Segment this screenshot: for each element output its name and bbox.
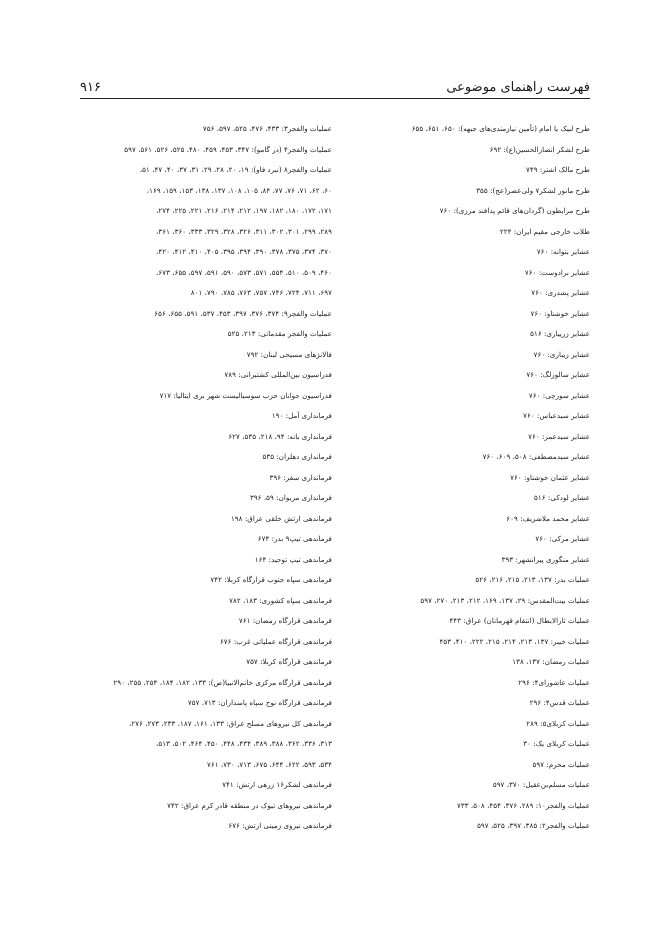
index-entry: عملیات والفجر۴ (در گامو): ۳۴۷، ۴۵۳، ۴۵۹، ۴۸۰، ۵۲۵، ۵۲۶، ۵۶۱، ۵۹۷ [124, 144, 332, 154]
index-entry: عشایر پشدری: ۷۶۰ [531, 288, 590, 297]
index-entry: فرماندهی سپاه کشوری: ۱۸۳، ۷۸۲ [229, 595, 332, 605]
index-entry: عشایر سیدعمر: ۷۶۰ [528, 431, 590, 441]
index-entry: عشایر زرپیاری: ۵۱۶ [530, 329, 590, 338]
index-entry: ۲۸۹، ۲۹۹، ۳۰۱، ۳۰۲، ۳۱۱، ۳۲۶، ۳۲۸، ۳۲۹، ۳۳۳، ۳۶۰، ۳۶۱، [156, 226, 332, 236]
index-entry: فرماندهی ارتش خلقی عراق: ۱۹۸ [230, 513, 332, 523]
index-entry: فرماندهی سپاه جنوب قرارگاه کربلا: ۷۴۲ [210, 575, 332, 584]
index-entry: فرماندهی لشکر۱۶ زرهی ارتش: ۷۴۱ [222, 780, 332, 789]
index-entry: ۱۷۱، ۱۷۲، ۱۸۰، ۱۸۲، ۱۹۷، ۲۱۲، ۲۱۴، ۲۱۶، ۲۲۱، ۲۲۵، ۲۷۴، [156, 206, 332, 215]
index-entry: عملیات مسلم‌بن‌عقیل: ۳۷۰، ۵۹۷ [492, 780, 590, 789]
index-entry: عملیات بیت‌المقدس: ۲۹، ۱۳۷، ۱۶۹، ۲۱۲، ۲۱۳، ۲۷۰، ۵۹۷ [420, 595, 590, 605]
index-entry: فرماندهی تیپ۹ بدر: ۶۷۴ [257, 534, 332, 543]
index-entry: عملیات قدس۴: ۲۹۶ [529, 698, 590, 707]
page-title: فهرست راهنمای موضوعی [446, 80, 590, 95]
index-entry: عشایر برادوست: ۷۶۰ [524, 267, 590, 277]
index-entry: عشایر عثمان خوشناو: ۷۶۰ [510, 472, 590, 482]
index-entry: عملیات والفجر۳: ۴۳۳، ۴۷۶، ۵۲۵، ۵۹۷، ۷۵۶ [202, 124, 332, 133]
index-entry: فرماندهی کل نیروهای مسلح عراق: ۱۳۳، ۱۶۱، ۱۸۷، ۲۳۳، ۲۷۳، ۲۷۶، [129, 718, 332, 728]
index-entry: فرمانداری آمل: ۱۹۰ [271, 411, 332, 420]
index-entry: طلاب خارجی مقیم ایران: ۲۲۴ [499, 226, 590, 236]
index-entry: فرمانداری مریوان: ۵۹، ۳۹۶ [249, 493, 332, 502]
page-number: ۹۱۶ [80, 80, 101, 95]
index-entry: فرمانداری سقز: ۳۹۶ [269, 472, 332, 482]
index-column-left [80, 119, 332, 837]
index-entry: عملیات کربلای یک: ۳۰ [523, 739, 590, 748]
index-entry: ۵۳۴، ۵۹۳، ۶۲۲، ۶۴۴، ۶۷۵، ۷۱۳، ۷۳۰، ۷۶۱ [206, 759, 332, 769]
index-entry: ۶۰، ۶۲، ۷۱، ۷۶، ۷۷، ۸۴، ۱۰۵، ۱۰۸، ۱۳۷، ۱۳۸، ۱۵۳، ۱۵۹، ۱۶۹، [146, 185, 332, 195]
index-entry: عملیات والفجر۹: ۳۷۴، ۳۷۶، ۳۹۷، ۴۵۳، ۵۳۷، ۵۹۱، ۶۵۵، ۶۵۶ [154, 308, 332, 318]
index-entry: طرح مرابطون (گردان‌های قائم پدافند مرزی): ۷۶۰ [439, 206, 590, 215]
index-entry: عملیات رمضان: ۱۳۷، ۱۳۸ [512, 657, 590, 666]
index-entry: فرماندهی نیروی زمینی ارتش: ۶۷۶ [228, 821, 332, 830]
index-entry: ۳۱۳، ۳۳۶، ۳۶۲، ۳۸۸، ۳۸۹، ۴۳۴، ۴۴۸، ۴۵۰، ۴۶۴، ۵۰۲، ۵۱۳، [156, 739, 332, 748]
index-entry: عملیات ثارالابطال (انتقام قهرمانان) عراق: ۴۴۳ [449, 616, 590, 625]
index-column-right [338, 119, 590, 837]
index-entry: فرماندهی قرارگاه مرکزی خاتم‌الانبیا(ص): ۱۳۳، ۱۸۲، ۱۸۴، ۲۵۴، ۲۵۵، ۲۹۰ [113, 677, 332, 687]
index-entry: فدراسیون جوانان حزب سوسیالیست شهر بری ایتالیا: ۷۱۷ [159, 390, 332, 400]
index-entry: عشایر زیباری: ۷۶۰ [533, 349, 590, 359]
index-entry: عملیات والفجر مقدماتی: ۲۱۳، ۵۲۵ [227, 329, 332, 338]
index-entry: طرح لشکر انصارالحسین(ع): ۶۹۲ [489, 144, 590, 154]
index-entry: ۳۷۰، ۳۷۴، ۳۷۵، ۳۷۸، ۳۹۰، ۳۹۴، ۳۹۵، ۴۰۵، ۴۱۰، ۴۱۲، ۴۲۰، [156, 247, 332, 256]
index-entry: فرمانداری بانه: ۹۴، ۲۱۸، ۵۳۵، ۶۲۷ [228, 431, 332, 441]
index-entry: عملیات والفجر۸ (نبرد فاو): ۱۹، ۲۰، ۲۸، ۲۹، ۳۱، ۳۷، ۴۰، ۴۷، ۵۱، [139, 165, 332, 174]
index-entry: فالانژهای مسیحی لبنان: ۷۹۲ [246, 349, 332, 359]
index-entry: فرماندهی قرارگاه عملیاتی غرب: ۶۷۶ [219, 636, 332, 646]
index-entry: فدراسیون بین‌المللی کشتیرانی: ۷۸۹ [224, 370, 332, 379]
index-entry: عملیات خیبر: ۱۳۷، ۲۱۳، ۲۱۴، ۲۱۵، ۲۲۲، ۴۱۰، ۴۵۳ [439, 636, 590, 646]
index-entry: عشایر خوشناو: ۷۶۰ [530, 308, 590, 318]
index-entry: عشایر سیدمصطفی: ۵۰۸، ۶۰۹، ۷۶۰ [482, 452, 590, 461]
index-entry: فرماندهی قرارگاه رمضان: ۷۶۱ [238, 616, 332, 625]
index-entry: طرح لبیک یا امام (تأمین نیازمندی‌های جبهه): ۶۵۰، ۶۵۱، ۶۵۵ [411, 124, 590, 133]
index-entry: عشایر لودکی: ۵۱۶ [534, 493, 590, 502]
index-entry: عملیات محرم: ۵۹۷ [532, 759, 590, 769]
index-entry: عملیات بدر: ۱۳۷، ۲۱۳، ۲۱۵، ۲۱۶، ۵۲۶ [475, 575, 590, 584]
index-entry: عملیات والفجر۲: ۳۸۵، ۳۹۷، ۵۲۵، ۵۹۷ [477, 821, 590, 830]
index-entry: عشایر مرکی: ۷۶۰ [535, 534, 590, 543]
index-entry: عشایر سالورلگ: ۷۶۰ [526, 370, 590, 379]
page-header [80, 76, 590, 99]
index-entry: طرح مانور لشکر۷ ولی‌عصر(عج): ۳۵۵ [476, 185, 590, 195]
index-entry: فرماندهی قرارگاه نوح سپاه پاسداران: ۷۱۳، ۷۵۷ [187, 698, 332, 707]
index-entry: عشایر سیدعباس: ۷۶۰ [523, 411, 590, 420]
index-entry: فرماندهی تیپ توحید: ۱۶۴ [254, 554, 332, 564]
index-entry: فرماندهی قرارگاه کربلا: ۷۵۷ [246, 657, 332, 666]
index-entry: طرح مالک اشتر: ۷۴۹ [525, 165, 590, 174]
index-entry: عشایر بتوانه: ۷۶۰ [536, 247, 590, 256]
index-entry: عملیات عاشورای۴: ۲۹۶ [518, 677, 590, 687]
index-entry: ۴۶۰، ۵۰۹، ۵۱۰، ۵۵۴، ۵۷۱، ۵۷۳، ۵۹۰، ۵۹۱، ۵۹۷، ۶۵۵، ۶۷۳، [156, 267, 332, 277]
index-entry: عشایر سورچی: ۷۶۰ [528, 390, 590, 400]
index-entry: عشایر محمد ملاشریف: ۶۰۹ [506, 513, 590, 523]
index-entry: عملیات والفجر۱۰: ۲۸۹، ۳۷۶، ۴۵۴، ۵۰۸، ۷۳۳ [457, 800, 590, 810]
index-entry: فرماندهی نیروهای تیوک در منطقه قادر کرم عراق: ۷۴۲ [167, 800, 332, 810]
index-entry: عشایر منگوری پیرانشهر: ۳۹۳ [501, 554, 590, 564]
index-entry: عملیات کربلای۵: ۲۸۹ [526, 718, 590, 728]
index-entry: فرمانداری دهلران: ۵۳۵ [262, 452, 332, 461]
index-entry: ۶۹۷، ۷۱۱، ۷۲۴، ۷۴۶، ۷۵۷، ۷۶۳، ۷۸۵، ۷۹۰، ۸۰۱ [190, 288, 332, 297]
